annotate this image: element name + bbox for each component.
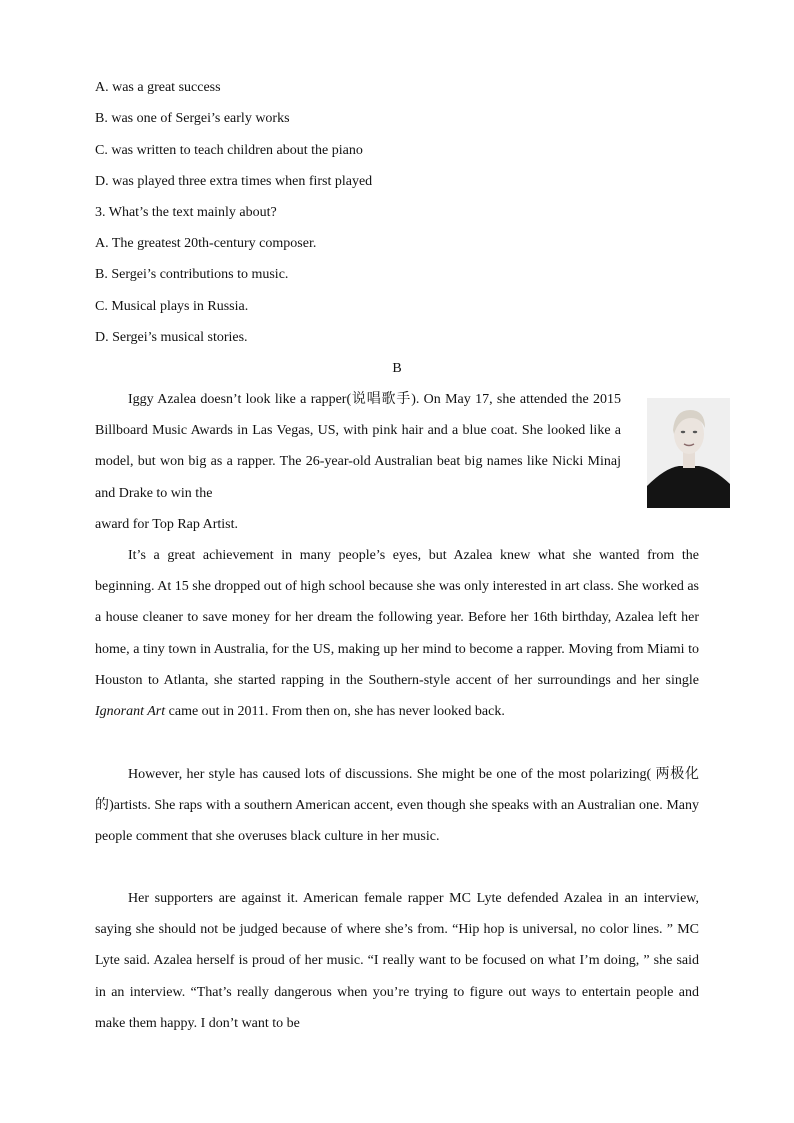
portrait-image	[647, 398, 730, 508]
question-3-option-b: B. Sergei’s contributions to music.	[95, 267, 289, 282]
paragraph-1-end: award for Top Rap Artist.	[95, 517, 239, 532]
question-3-stem: 3. What’s the text mainly about?	[95, 205, 277, 220]
paragraph-1: Iggy Azalea doesn’t look like a rapper(说唱歌手). On May 17, she attended the 2015 Billboard Music Awards in Las Vegas, US, with pink hair and a blue coat. She looked like a model, but won big as a rapper. The 26-year-old Australian beat big names like Nicki Minaj and Drake to win the	[95, 391, 621, 501]
artist-photo	[647, 398, 730, 508]
option-d-prev: D. was played three extra times when first played	[95, 174, 373, 189]
song-title: Ignorant Art	[95, 704, 166, 720]
option-c-prev: C. was written to teach children about the piano	[95, 143, 363, 158]
question-3-option-d: D. Sergei’s musical stories.	[95, 330, 248, 345]
paragraph-4: Her supporters are against it. American female rapper MC Lyte defended Azalea in an interview, saying she should not be judged because of where she’s from. “Hip hop is universal, no color lines. ” MC Lyte said. Azalea herself is proud of her music. “I really want to be focused on what I’m doing, ” she said in an interview. “That’s really dangerous when you’re trying to figure out ways to entertain people and make them happy. I don’t want to be	[95, 891, 699, 1031]
option-a-prev: A. was a great success	[95, 80, 221, 95]
option-b-prev: B. was one of Sergei’s early works	[95, 111, 290, 126]
chinese-gloss-rapper: 说唱歌手	[351, 391, 412, 407]
chinese-gloss-polarizing: 两极化的	[95, 766, 699, 814]
question-3-option-a: A. The greatest 20th-century composer.	[95, 236, 317, 251]
question-3-option-c: C. Musical plays in Russia.	[95, 299, 249, 314]
paragraph-3: However, her style has caused lots of discussions. She might be one of the most polarizing( 两极化的)artists. She raps with a southern American accent, even though she speaks with an Australian one. Many people comment that she overuses black culture in her music.	[95, 766, 699, 845]
section-label: B	[392, 361, 402, 376]
paragraph-2: It’s a great achievement in many people’s eyes, but Azalea knew what she wanted from the beginning. At 15 she dropped out of high school because she was only interested in art class. She worked as a house cleaner to save money for her dream the following year. Before her 16th birthday, Azalea left her home, a tiny town in Australia, for the US, making up her mind to become a rapper. Moving from Miami to Houston to Atlanta, she started rapping in the Southern-style accent of her surroundings and her single Ignorant Art came out in 2011. From then on, she has never looked back.	[95, 548, 699, 720]
